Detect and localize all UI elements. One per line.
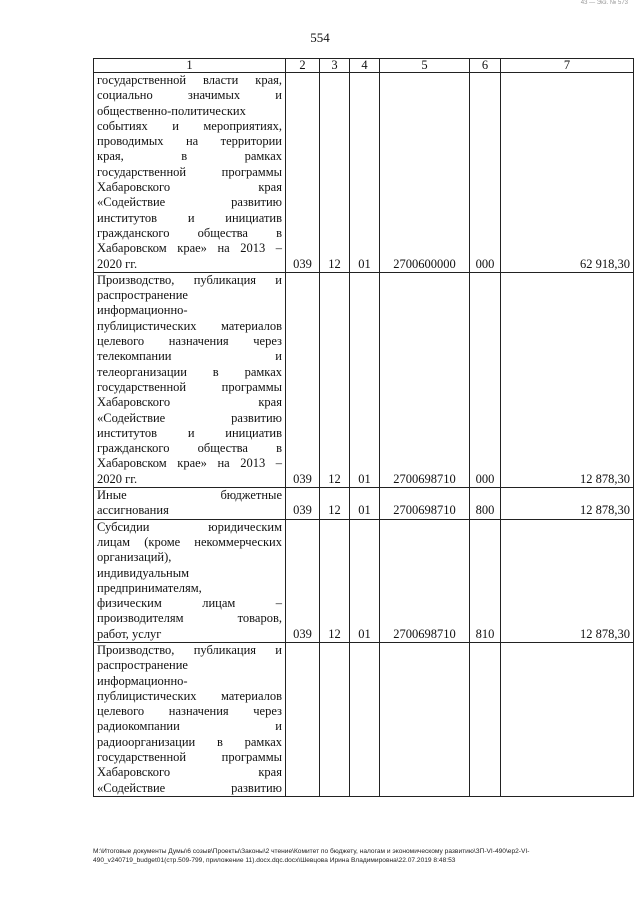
description-line: предпринимателям, (97, 580, 202, 595)
description-line: телеорганизации в рамках (97, 364, 282, 379)
description-line: работ, услуг (97, 626, 162, 641)
description-line: организаций), (97, 550, 172, 565)
col-subsection: 01 (350, 73, 380, 273)
description-line: Хабаровском крае» на 2013 – (97, 456, 282, 471)
description-line: ассигнования (97, 503, 169, 518)
description-line: «Содействие развитию (97, 410, 282, 425)
header-col-3: 3 (320, 59, 350, 73)
description-line: «Содействие развитию (97, 195, 282, 210)
description-line: государственной программы (97, 164, 282, 179)
description-line: Производство, публикация и (97, 642, 282, 657)
col-expense-type: 800 (470, 488, 501, 520)
header-col-1: 1 (94, 59, 286, 73)
description-line: края, в рамках (97, 149, 282, 164)
description-line: Производство, публикация и (97, 272, 282, 287)
header-col-4: 4 (350, 59, 380, 73)
description-line: институтов и инициатив (97, 425, 282, 440)
header-col-2: 2 (286, 59, 320, 73)
table-row (94, 519, 634, 642)
row-description (94, 488, 286, 520)
col-target-article: 2700698710 (380, 519, 470, 642)
description-line: радиоорганизации в рамках (97, 734, 282, 749)
description-line: Субсидии юридическим (97, 519, 282, 534)
description-line: институтов и инициатив (97, 210, 282, 225)
col-admin-code: 039 (286, 488, 320, 520)
description-line: целевого назначения через (97, 334, 282, 349)
description-line: публицистических материалов (97, 688, 282, 703)
budget-table (93, 58, 634, 797)
corner-mark: 43 — Экз. № 573 (580, 0, 628, 6)
footer-line-1: М:\Итоговые документы Думы\6 созыв\Проекты\Законы\2 чтение\Комитет по бюджету, налогам и экономическому развитию\ЗП-VI-490\ep2-VI- (93, 848, 530, 855)
description-line: общественно-политических (97, 103, 246, 118)
table-body (94, 73, 634, 797)
col-subsection: 01 (350, 519, 380, 642)
description-line: событиях и мероприятиях, (97, 118, 282, 133)
col-amount: 12 878,30 (501, 519, 634, 642)
col-admin-code: 039 (286, 272, 320, 487)
description-line: социально значимых и (97, 88, 282, 103)
col-target-article: 2700698710 (380, 488, 470, 520)
description-line: Хабаровского края (97, 765, 282, 780)
col-expense-type (470, 642, 501, 796)
col-expense-type: 810 (470, 519, 501, 642)
description-line: «Содействие развитию (97, 780, 282, 795)
col-amount: 12 878,30 (501, 272, 634, 487)
description-line: 2020 гг. (97, 471, 138, 486)
description-line: публицистических материалов (97, 318, 282, 333)
col-subsection (350, 642, 380, 796)
col-target-article (380, 642, 470, 796)
col-section: 12 (320, 73, 350, 273)
col-target-article: 2700600000 (380, 73, 470, 273)
description-line: Иные бюджетные (97, 488, 282, 503)
header-col-7: 7 (501, 59, 634, 73)
row-description (94, 642, 286, 796)
row-description (94, 73, 286, 273)
col-section (320, 642, 350, 796)
col-amount: 12 878,30 (501, 488, 634, 520)
page-number: 554 (310, 30, 330, 45)
description-line: лицам (кроме некоммерческих (97, 534, 282, 549)
col-amount (501, 642, 634, 796)
description-line: проводимых на территории (97, 134, 282, 149)
table-row (94, 73, 634, 273)
col-section: 12 (320, 488, 350, 520)
table-header-row (94, 59, 634, 73)
col-expense-type: 000 (470, 272, 501, 487)
col-expense-type: 000 (470, 73, 501, 273)
col-section: 12 (320, 519, 350, 642)
description-line: информационно- (97, 673, 188, 688)
row-description (94, 519, 286, 642)
description-line: Хабаровского края (97, 180, 282, 195)
document-path-footer (93, 847, 633, 865)
description-line: государственной власти края, (97, 73, 282, 87)
footer-line-2: 490_v240719_budget01(стр.509-799, приложение 11).docx.dqc.docx\Шевцова Ирина Владимировна\22.07.2019 8:48:53 (93, 857, 456, 864)
description-line: производителям товаров, (97, 611, 282, 626)
header-col-6: 6 (470, 59, 501, 73)
description-line: распространение (97, 658, 188, 673)
description-line: индивидуальным (97, 565, 190, 580)
description-line: физическим лицам – (97, 596, 282, 611)
description-line: радиокомпании и (97, 719, 282, 734)
description-line: 2020 гг. (97, 256, 138, 271)
col-admin-code: 039 (286, 73, 320, 273)
description-line: целевого назначения через (97, 704, 282, 719)
description-line: телекомпании и (97, 349, 282, 364)
col-admin-code: 039 (286, 519, 320, 642)
table-row (94, 272, 634, 487)
row-description (94, 272, 286, 487)
col-target-article: 2700698710 (380, 272, 470, 487)
description-line: государственной программы (97, 379, 282, 394)
description-line: государственной программы (97, 750, 282, 765)
col-admin-code (286, 642, 320, 796)
description-line: Хабаровском крае» на 2013 – (97, 241, 282, 256)
description-line: Хабаровского края (97, 395, 282, 410)
description-line: информационно- (97, 303, 188, 318)
description-line: гражданского общества в (97, 225, 282, 240)
col-subsection: 01 (350, 272, 380, 487)
table-row (94, 488, 634, 520)
col-section: 12 (320, 272, 350, 487)
col-subsection: 01 (350, 488, 380, 520)
col-amount: 62 918,30 (501, 73, 634, 273)
header-col-5: 5 (380, 59, 470, 73)
description-line: распространение (97, 288, 188, 303)
description-line: гражданского общества в (97, 441, 282, 456)
table-row (94, 642, 634, 796)
